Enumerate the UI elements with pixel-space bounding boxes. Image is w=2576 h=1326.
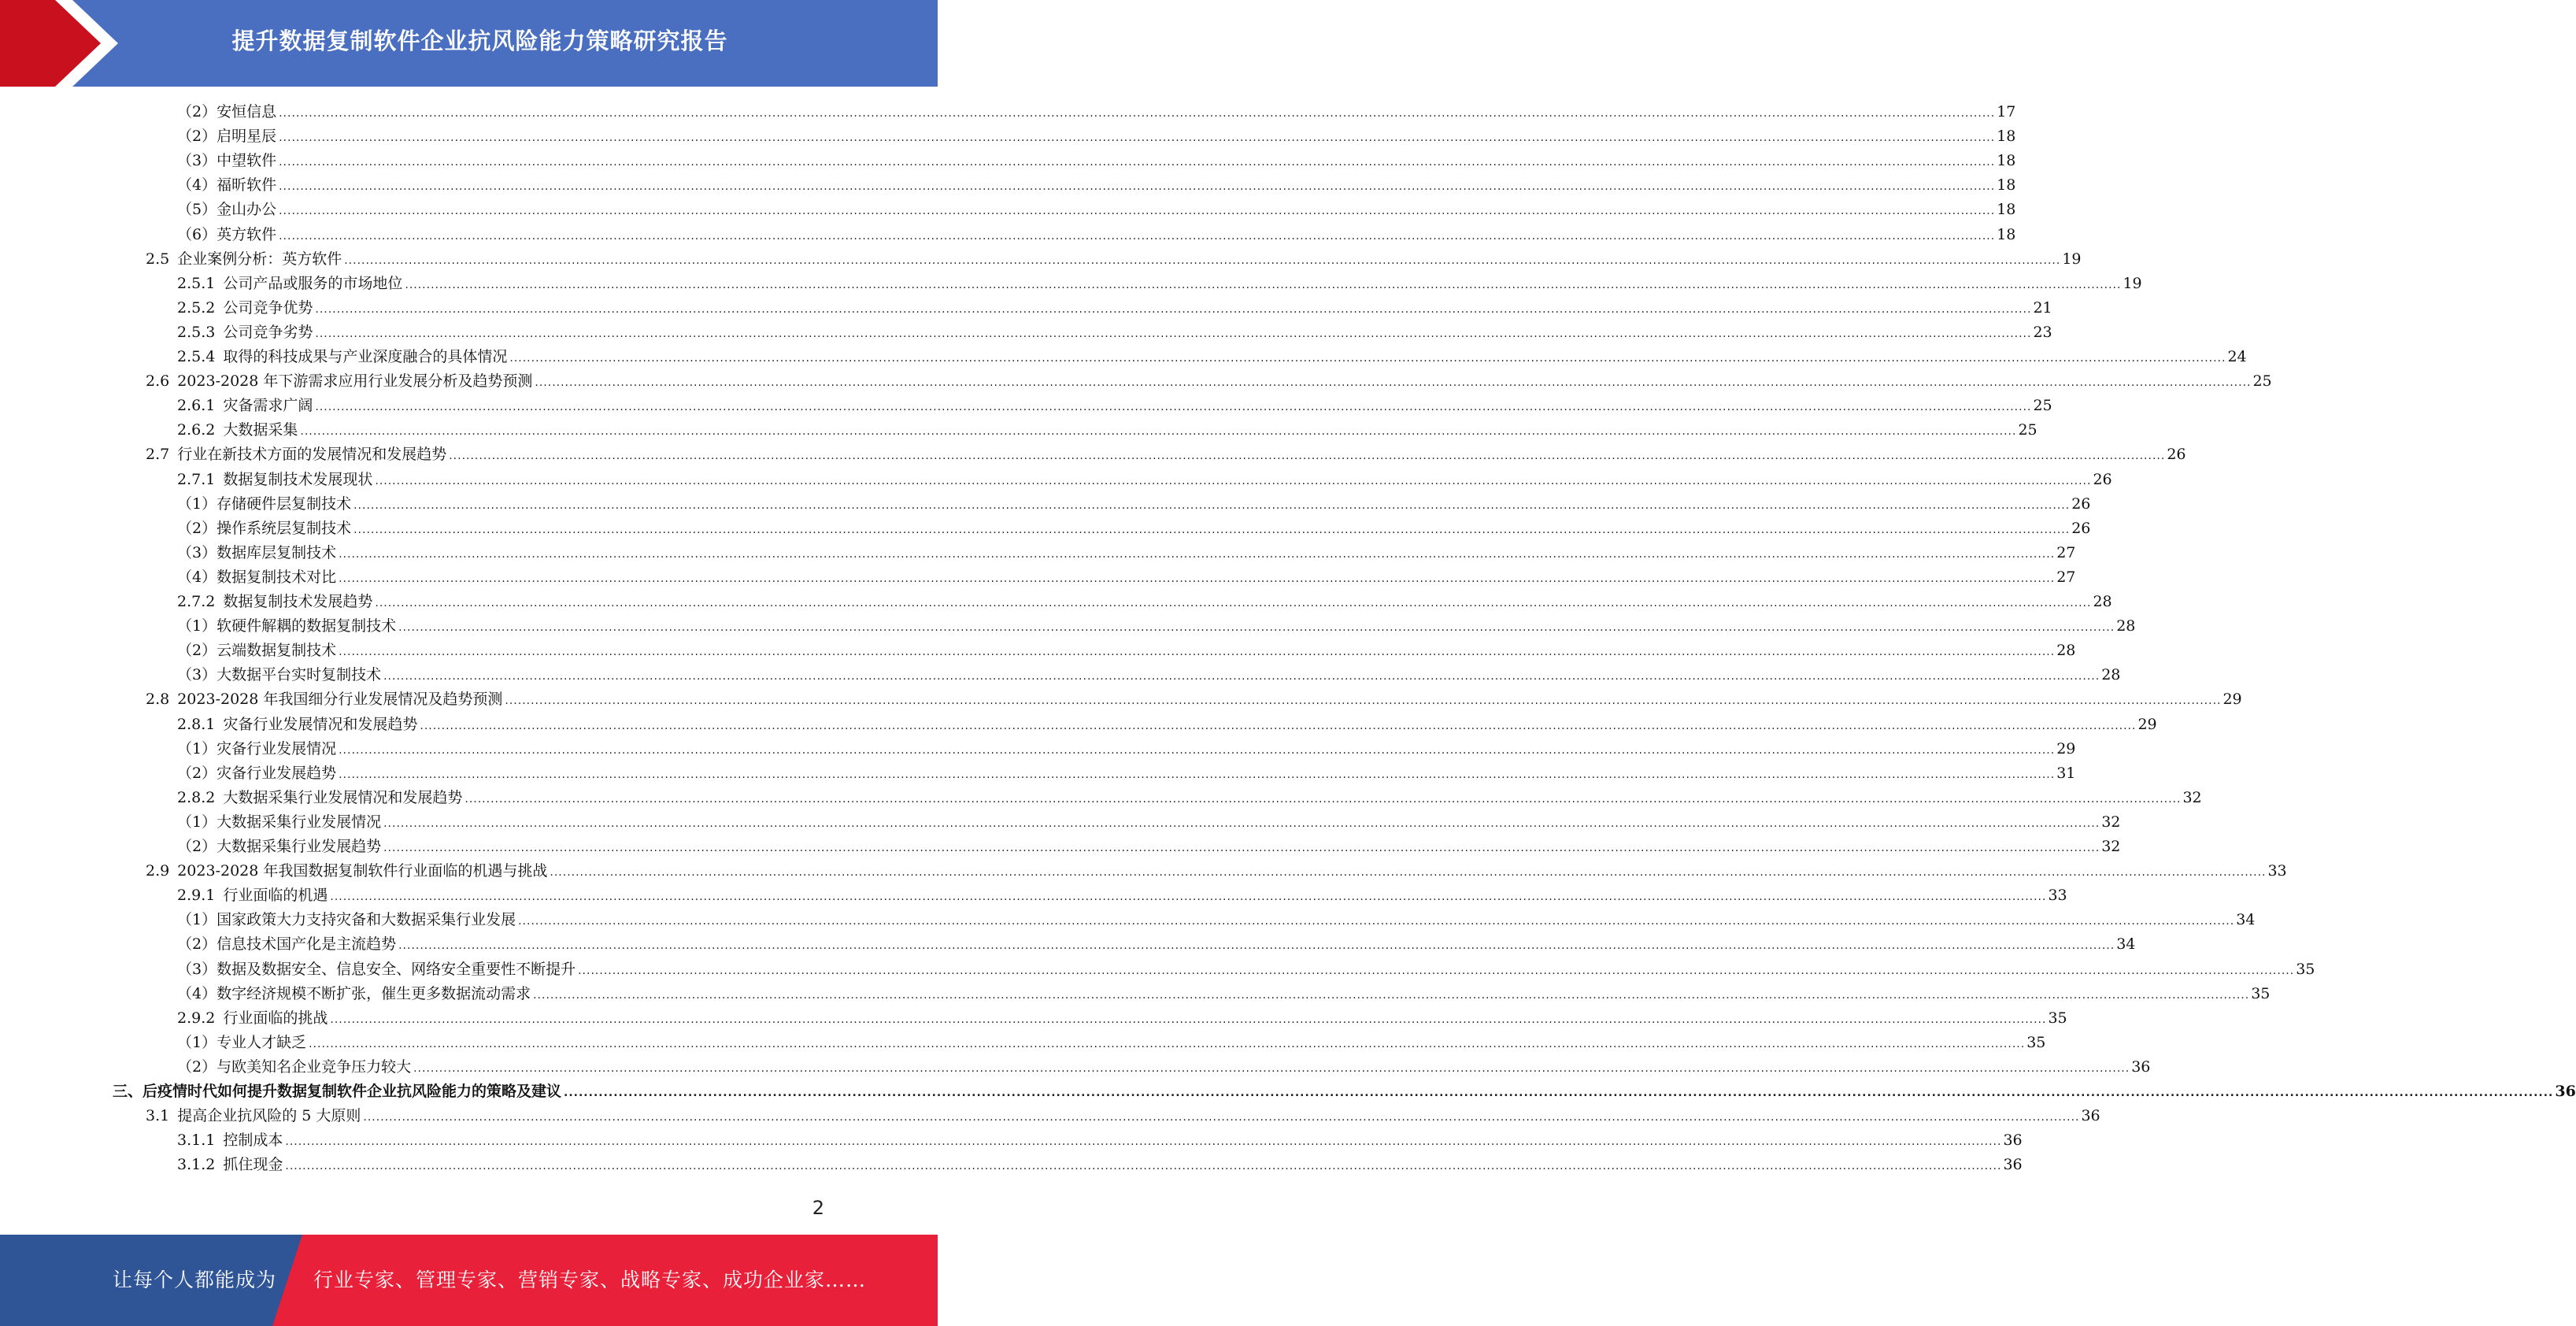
toc-entry-number: （2） — [177, 764, 217, 782]
toc-leader-dots: ................................................................................................................................................................................................................................................................................................................................................................................................................ — [578, 964, 2295, 977]
toc-entry[interactable] — [177, 1006, 2067, 1031]
toc-entry-number: 2.9.1 — [177, 887, 216, 905]
toc-entry-number: （2） — [177, 128, 217, 146]
toc-leader-dots: ................................................................................................................................................................................................................................................................................................................................................................................................................ — [398, 939, 2115, 953]
toc-entry-title: 大数据采集行业发展情况和发展趋势 — [223, 788, 463, 806]
toc-entry-number: （2） — [177, 103, 217, 120]
toc-entry-page: 36 — [2555, 1083, 2576, 1100]
toc-leader-dots: ................................................................................................................................................................................................................................................................................................................................................................................................................ — [398, 621, 2115, 635]
toc-entry-page: 25 — [2033, 397, 2052, 415]
toc-entry[interactable] — [177, 198, 2016, 222]
toc-entry-number: （1） — [177, 813, 217, 831]
toc-entry-title: 灾备行业发展情况 — [217, 739, 337, 757]
toc-entry-page: 18 — [1997, 201, 2016, 219]
toc-leader-dots: ................................................................................................................................................................................................................................................................................................................................................................................................................ — [279, 156, 1996, 169]
toc-entry-page: 18 — [1997, 225, 2016, 243]
toc-entry-number: 2.7 — [146, 446, 170, 464]
toc-entry-number: （1） — [177, 494, 217, 513]
toc-entry-number: 2.9.2 — [177, 1009, 216, 1027]
toc-entry-title: 2023-2028 年下游需求应用行业发展分析及趋势预测 — [177, 372, 533, 391]
toc-entry[interactable] — [177, 149, 2016, 173]
toc-leader-dots: ................................................................................................................................................................................................................................................................................................................................................................................................................ — [300, 425, 2017, 439]
toc-entry-page: 29 — [2223, 691, 2242, 709]
toc-entry-page: 24 — [2227, 348, 2247, 365]
toc-entry-number: 2.5.4 — [177, 348, 216, 365]
toc-leader-dots: ................................................................................................................................................................................................................................................................................................................................................................................................................ — [344, 254, 2061, 267]
toc-entry-page: 25 — [2252, 372, 2272, 391]
toc-entry-page: 36 — [2131, 1057, 2151, 1076]
toc-entry-number: 2.5.1 — [177, 274, 216, 292]
toc-entry-page: 18 — [1997, 152, 2016, 170]
toc-leader-dots: ................................................................................................................................................................................................................................................................................................................................................................................................................ — [315, 401, 2032, 414]
toc-leader-dots: ................................................................................................................................................................................................................................................................................................................................................................................................................ — [279, 131, 1996, 145]
toc-entry-title: 提高企业抗风险的 5 大原则 — [177, 1107, 361, 1125]
toc-entry-number: （4） — [177, 568, 217, 586]
toc-leader-dots: ................................................................................................................................................................................................................................................................................................................................................................................................................ — [383, 670, 2100, 683]
toc-entry[interactable] — [177, 100, 2016, 124]
toc-leader-dots: ................................................................................................................................................................................................................................................................................................................................................................................................................ — [375, 474, 2092, 487]
toc-entry-page: 36 — [2081, 1107, 2100, 1125]
toc-entry-page: 25 — [2018, 421, 2037, 439]
toc-leader-dots: ................................................................................................................................................................................................................................................................................................................................................................................................................ — [405, 278, 2122, 291]
toc-entry[interactable] — [177, 492, 2091, 517]
toc-entry-title: 企业案例分析：英方软件 — [177, 250, 342, 268]
toc-leader-dots: ................................................................................................................................................................................................................................................................................................................................................................................................................ — [449, 450, 2166, 463]
toc-entry-title: 灾备行业发展情况和发展趋势 — [223, 715, 418, 733]
toc-entry-title: 行业面临的机遇 — [223, 887, 328, 905]
toc-entry-title: 灾备行业发展趋势 — [217, 764, 337, 782]
toc-entry-page: 28 — [2093, 593, 2112, 610]
toc-entry-title: 软硬件解耦的数据复制技术 — [217, 617, 397, 635]
toc-leader-dots: ................................................................................................................................................................................................................................................................................................................................................................................................................ — [564, 1087, 2554, 1099]
toc-leader-dots: ................................................................................................................................................................................................................................................................................................................................................................................................................ — [330, 1013, 2047, 1026]
toc-entry-title: 数据库层复制技术 — [217, 543, 337, 561]
toc-entry[interactable] — [177, 418, 2037, 443]
toc-entry[interactable] — [146, 859, 2287, 883]
toc-entry[interactable] — [177, 1031, 2046, 1055]
toc-leader-dots: ................................................................................................................................................................................................................................................................................................................................................................................................................ — [505, 694, 2222, 708]
toc-leader-dots: ................................................................................................................................................................................................................................................................................................................................................................................................................ — [533, 988, 2250, 1002]
toc-leader-dots: ................................................................................................................................................................................................................................................................................................................................................................................................................ — [339, 768, 2056, 781]
toc-entry-title: 2023-2028 年我国细分行业发展情况及趋势预测 — [177, 691, 503, 709]
toc-entry-page: 36 — [2003, 1156, 2023, 1174]
footer-banner — [0, 1235, 938, 1326]
toc-entry-title: 信息技术国产化是主流趋势 — [217, 935, 397, 954]
toc-entry-title: 数据及数据安全、信息安全、网络安全重要性不断提升 — [217, 960, 576, 978]
toc-entry-page: 29 — [2137, 715, 2157, 733]
toc-entry[interactable] — [177, 639, 2076, 663]
toc-entry[interactable] — [177, 345, 2247, 369]
toc-entry-title: 英方软件 — [217, 225, 277, 243]
toc-entry-page: 28 — [2116, 617, 2136, 635]
toc-leader-dots: ................................................................................................................................................................................................................................................................................................................................................................................................................ — [339, 547, 2056, 561]
toc-entry-page: 23 — [2033, 323, 2052, 341]
toc-leader-dots: ................................................................................................................................................................................................................................................................................................................................................................................................................ — [413, 1061, 2130, 1075]
toc-entry-page: 29 — [2056, 739, 2076, 757]
toc-entry-title: 行业在新技术方面的发展情况和发展趋势 — [177, 446, 447, 464]
toc-leader-dots: ................................................................................................................................................................................................................................................................................................................................................................................................................ — [339, 572, 2056, 585]
toc-entry-page: 21 — [2033, 298, 2052, 317]
toc-entry-number: （1） — [177, 617, 217, 635]
toc-leader-dots: ................................................................................................................................................................................................................................................................................................................................................................................................................ — [420, 719, 2137, 732]
toc-entry[interactable] — [177, 713, 2157, 737]
toc-entry-number: 2.6 — [146, 372, 170, 391]
toc-entry[interactable] — [177, 124, 2016, 149]
toc-entry-page: 36 — [2003, 1132, 2023, 1150]
toc-entry-page: 35 — [2026, 1033, 2046, 1051]
toc-entry[interactable] — [177, 786, 2202, 810]
toc-leader-dots: ................................................................................................................................................................................................................................................................................................................................................................................................................ — [285, 1160, 2002, 1173]
toc-entry-number: （2） — [177, 838, 217, 855]
toc-leader-dots: ................................................................................................................................................................................................................................................................................................................................................................................................................ — [330, 891, 2047, 904]
toc-entry[interactable] — [146, 1104, 2100, 1128]
toc-entry-page: 26 — [2071, 494, 2091, 513]
toc-entry-page: 28 — [2101, 666, 2121, 684]
toc-leader-dots: ................................................................................................................................................................................................................................................................................................................................................................................................................ — [279, 205, 1996, 218]
toc-entry-number: 2.5.3 — [177, 323, 216, 341]
toc-leader-dots: ................................................................................................................................................................................................................................................................................................................................................................................................................ — [353, 498, 2071, 512]
toc-entry[interactable] — [177, 1055, 2151, 1080]
toc-entry-page: 18 — [1997, 176, 2016, 194]
toc-entry-title: 2023-2028 年我国数据复制软件行业面临的机遇与挑战 — [177, 862, 548, 880]
toc-entry-page: 33 — [2048, 887, 2067, 905]
toc-entry-page: 35 — [2048, 1009, 2067, 1027]
toc-entry-number: 3.1.2 — [177, 1156, 216, 1174]
toc-entry[interactable] — [177, 590, 2112, 614]
toc-entry[interactable] — [177, 468, 2112, 492]
toc-entry[interactable] — [177, 541, 2076, 565]
toc-entry-title: 云端数据复制技术 — [217, 642, 337, 660]
toc-entry-title: 国家政策大力支持灾备和大数据采集行业发展 — [217, 911, 516, 929]
toc-entry-number: 2.8.2 — [177, 788, 216, 806]
toc-entry-page: 19 — [2123, 274, 2142, 292]
toc-entry[interactable] — [113, 1080, 2576, 1104]
toc-entry[interactable] — [146, 687, 2242, 712]
toc-entry[interactable] — [177, 394, 2052, 418]
toc-leader-dots: ................................................................................................................................................................................................................................................................................................................................................................................................................ — [383, 842, 2100, 854]
toc-entry[interactable] — [177, 932, 2136, 957]
toc-entry-title: 大数据采集 — [223, 421, 298, 439]
toc-entry-title: 公司产品或服务的市场地位 — [223, 274, 403, 292]
toc-entry-number: 2.5 — [146, 250, 170, 268]
toc-entry-title: 存储硬件层复制技术 — [217, 494, 352, 513]
toc-entry-number: （1） — [177, 739, 217, 757]
toc-entry[interactable] — [177, 883, 2067, 908]
toc-entry-number: （1） — [177, 911, 217, 929]
toc-entry-title: 大数据采集行业发展情况 — [217, 813, 382, 831]
footer-slogan-left: 让每个人都能成为 — [113, 1269, 277, 1291]
toc-entry-title: 取得的科技成果与产业深度融合的具体情况 — [223, 348, 508, 365]
toc-entry-number: （2） — [177, 935, 217, 954]
toc-entry-page: 35 — [2296, 960, 2315, 978]
toc-entry-title: 控制成本 — [223, 1132, 283, 1150]
toc-entry-title: 后疫情时代如何提升数据复制软件企业抗风险能力的策略及建议 — [142, 1083, 562, 1100]
toc-leader-dots: ................................................................................................................................................................................................................................................................................................................................................................................................................ — [285, 1135, 2002, 1149]
toc-entry-number: （4） — [177, 176, 217, 194]
toc-entry[interactable] — [177, 223, 2016, 247]
toc-entry-number: 3.1 — [146, 1107, 170, 1125]
toc-entry-title: 公司竞争优势 — [223, 298, 313, 317]
toc-entry-number: （3） — [177, 152, 217, 170]
toc-entry-number: 2.6.1 — [177, 397, 216, 415]
toc-entry-title: 专业人才缺乏 — [217, 1033, 307, 1051]
toc-entry-title: 数字经济规模不断扩张，催生更多数据流动需求 — [217, 984, 531, 1002]
toc-entry-title: 福昕软件 — [217, 176, 277, 194]
toc-leader-dots: ................................................................................................................................................................................................................................................................................................................................................................................................................ — [535, 376, 2252, 390]
toc-entry-number: 2.7.1 — [177, 470, 216, 488]
toc-entry[interactable] — [177, 982, 2271, 1006]
toc-entry-number: （3） — [177, 960, 217, 978]
toc-entry-page: 26 — [2093, 470, 2112, 488]
toc-entry-page: 17 — [1997, 103, 2016, 120]
toc-entry-page: 26 — [2071, 519, 2091, 537]
toc-entry[interactable] — [177, 173, 2016, 198]
toc-entry-number: 2.9 — [146, 862, 170, 880]
toc-leader-dots: ................................................................................................................................................................................................................................................................................................................................................................................................................ — [509, 352, 2226, 365]
toc-entry-number: （1） — [177, 1033, 217, 1051]
toc-entry[interactable] — [177, 663, 2121, 687]
toc-entry[interactable] — [177, 320, 2052, 345]
toc-entry-page: 32 — [2182, 788, 2202, 806]
page-number: 2 — [812, 1197, 824, 1219]
toc-entry-title: 与欧美知名企业竞争压力较大 — [217, 1057, 412, 1076]
toc-leader-dots: ................................................................................................................................................................................................................................................................................................................................................................................................................ — [279, 180, 1996, 194]
toc-entry-page: 34 — [2116, 935, 2136, 954]
toc-leader-dots: ................................................................................................................................................................................................................................................................................................................................................................................................................ — [375, 597, 2092, 609]
toc-leader-dots: ................................................................................................................................................................................................................................................................................................................................................................................................................ — [518, 915, 2235, 928]
toc-leader-dots: ................................................................................................................................................................................................................................................................................................................................................................................................................ — [383, 817, 2100, 830]
toc-leader-dots: ................................................................................................................................................................................................................................................................................................................................................................................................................ — [339, 646, 2056, 659]
toc-entry[interactable] — [177, 296, 2052, 320]
toc-entry-number: （4） — [177, 984, 217, 1002]
toc-entry-title: 安恒信息 — [217, 103, 277, 120]
toc-entry-number: 3.1.1 — [177, 1132, 216, 1150]
toc-entry-number: 2.5.2 — [177, 298, 216, 317]
toc-entry[interactable] — [177, 908, 2256, 932]
toc-leader-dots: ................................................................................................................................................................................................................................................................................................................................................................................................................ — [550, 866, 2267, 880]
toc-leader-dots: ................................................................................................................................................................................................................................................................................................................................................................................................................ — [353, 523, 2071, 536]
toc-entry-title: 抓住现金 — [223, 1156, 283, 1174]
toc-entry-page: 27 — [2056, 543, 2076, 561]
toc-entry-page: 33 — [2267, 862, 2287, 880]
toc-entry-number: 2.7.2 — [177, 593, 216, 610]
toc-leader-dots: ................................................................................................................................................................................................................................................................................................................................................................................................................ — [309, 1037, 2026, 1050]
toc-entry-number: （6） — [177, 225, 217, 243]
toc-leader-dots: ................................................................................................................................................................................................................................................................................................................................................................................................................ — [315, 327, 2032, 340]
toc-leader-dots: ................................................................................................................................................................................................................................................................................................................................................................................................................ — [279, 229, 1996, 243]
toc-entry[interactable] — [177, 614, 2136, 639]
toc-entry[interactable] — [146, 369, 2272, 394]
toc-entry-title: 数据复制技术发展现状 — [223, 470, 373, 488]
toc-entry-page: 32 — [2101, 813, 2121, 831]
toc-entry-title: 金山办公 — [217, 201, 277, 219]
toc-entry-number: （3） — [177, 543, 217, 561]
toc-leader-dots: ................................................................................................................................................................................................................................................................................................................................................................................................................ — [363, 1111, 2080, 1124]
toc-entry-number: 2.8 — [146, 691, 170, 709]
toc-entry[interactable] — [177, 565, 2076, 590]
toc-entry-title: 大数据平台实时复制技术 — [217, 666, 382, 684]
toc-leader-dots: ................................................................................................................................................................................................................................................................................................................................................................................................................ — [315, 302, 2032, 316]
footer-slogan-right: 行业专家、管理专家、营销专家、战略专家、成功企业家…… — [313, 1269, 867, 1291]
toc-entry-number: （3） — [177, 666, 217, 684]
toc-entry-page: 18 — [1997, 128, 2016, 146]
toc-entry-title: 数据复制技术发展趋势 — [223, 593, 373, 610]
toc-entry-page: 27 — [2056, 568, 2076, 586]
toc-entry-number: （5） — [177, 201, 217, 219]
toc-entry[interactable] — [177, 957, 2315, 982]
toc-entry[interactable] — [177, 1128, 2023, 1153]
toc-leader-dots: ................................................................................................................................................................................................................................................................................................................................................................................................................ — [464, 792, 2182, 806]
toc-entry[interactable] — [177, 517, 2091, 541]
toc-entry-page: 31 — [2056, 764, 2076, 782]
toc-entry-number: （2） — [177, 642, 217, 660]
toc-entry-page: 19 — [2062, 250, 2082, 268]
toc-entry-number: 2.8.1 — [177, 715, 216, 733]
header-banner — [0, 0, 938, 87]
toc-entry-title: 数据复制技术对比 — [217, 568, 337, 586]
toc-entry-number: （2） — [177, 1057, 217, 1076]
toc-entry-number: 三、 — [113, 1083, 143, 1100]
toc-entry-title: 操作系统层复制技术 — [217, 519, 352, 537]
toc-entry[interactable] — [146, 247, 2082, 272]
toc-entry[interactable] — [177, 737, 2076, 761]
toc-entry[interactable] — [177, 1153, 2023, 1177]
toc-entry-page: 35 — [2251, 984, 2271, 1002]
toc-entry-title: 启明星辰 — [217, 128, 277, 146]
toc-entry[interactable] — [177, 272, 2142, 296]
toc-leader-dots: ................................................................................................................................................................................................................................................................................................................................................................................................................ — [279, 107, 1996, 120]
report-title: 提升数据复制软件企业抗风险能力策略研究报告 — [231, 28, 728, 54]
toc-entry-number: 2.6.2 — [177, 421, 216, 439]
toc-entry[interactable] — [177, 835, 2121, 859]
toc-entry-page: 32 — [2101, 838, 2121, 855]
toc-entry-page: 34 — [2236, 911, 2256, 929]
toc-entry-title: 中望软件 — [217, 152, 277, 170]
toc-entry-title: 行业面临的挑战 — [223, 1009, 328, 1027]
toc-entry-title: 大数据采集行业发展趋势 — [217, 838, 382, 855]
toc-entry-page: 26 — [2167, 446, 2186, 464]
toc-entry-number: （2） — [177, 519, 217, 537]
toc-leader-dots: ................................................................................................................................................................................................................................................................................................................................................................................................................ — [339, 743, 2056, 757]
toc-entry-page: 28 — [2056, 642, 2076, 660]
toc-entry-title: 灾备需求广阔 — [223, 397, 313, 415]
toc-entry[interactable] — [177, 761, 2076, 786]
toc-entry[interactable] — [146, 443, 2186, 467]
toc-entry[interactable] — [177, 810, 2121, 835]
toc-entry-title: 公司竞争劣势 — [223, 323, 313, 341]
